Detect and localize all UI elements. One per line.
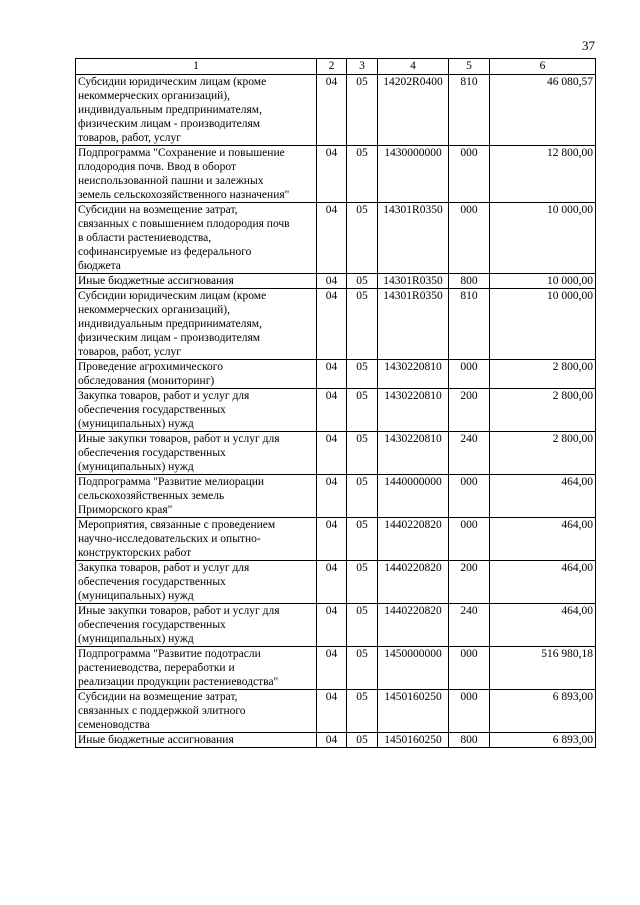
expense-type-code: 240 <box>449 604 490 647</box>
description-line: физическим лицам - производителям <box>78 118 261 130</box>
table-row <box>76 690 596 733</box>
description-line: растениеводства, переработки и <box>78 662 235 674</box>
section-code: 04 <box>317 203 347 274</box>
amount: 516 980,18 <box>490 647 596 690</box>
description-line: реализации продукции растениеводства" <box>78 676 279 688</box>
target-article-code: 1440220820 <box>378 518 449 561</box>
description-line: конструкторских работ <box>78 547 192 559</box>
description-line: софинансируемые из федерального <box>78 246 252 258</box>
budget-table <box>75 58 596 748</box>
subsection-code: 05 <box>347 146 378 203</box>
expense-type-code: 000 <box>449 518 490 561</box>
table-row <box>76 75 596 146</box>
expense-type-code: 000 <box>449 360 490 389</box>
table-row <box>76 561 596 604</box>
subsection-code: 05 <box>347 289 378 360</box>
page-number: 37 <box>582 38 595 53</box>
subsection-code: 05 <box>347 690 378 733</box>
amount: 2 800,00 <box>490 432 596 475</box>
row-description <box>76 733 317 748</box>
expense-type-code: 200 <box>449 389 490 432</box>
description-line: некоммерческих организаций), <box>78 90 231 102</box>
row-description <box>76 203 317 274</box>
description-line: Проведение агрохимического <box>78 361 223 373</box>
subsection-code: 05 <box>347 647 378 690</box>
description-line: Субсидии на возмещение затрат, <box>78 204 238 216</box>
subsection-code: 05 <box>347 274 378 289</box>
table-row <box>76 733 596 748</box>
table-row <box>76 274 596 289</box>
subsection-code: 05 <box>347 475 378 518</box>
expense-type-code: 000 <box>449 647 490 690</box>
description-line: земель сельскохозяйственного назначения" <box>78 189 290 201</box>
section-code: 04 <box>317 360 347 389</box>
description-line: обеспечения государственных <box>78 619 226 631</box>
table-row <box>76 518 596 561</box>
expense-type-code: 800 <box>449 733 490 748</box>
section-code: 04 <box>317 475 347 518</box>
description-line: Закупка товаров, работ и услуг для <box>78 390 250 402</box>
section-code: 04 <box>317 690 347 733</box>
section-code: 04 <box>317 604 347 647</box>
description-line: (муниципальных) нужд <box>78 633 194 645</box>
row-description <box>76 647 317 690</box>
description-line: Подпрограмма "Сохранение и повышение <box>78 147 285 159</box>
description-line: физическим лицам - производителям <box>78 332 261 344</box>
row-description <box>76 389 317 432</box>
description-line: Приморского края" <box>78 504 173 516</box>
subsection-code: 05 <box>347 561 378 604</box>
target-article-code: 1440000000 <box>378 475 449 518</box>
expense-type-code: 240 <box>449 432 490 475</box>
row-description <box>76 274 317 289</box>
description-line: обеспечения государственных <box>78 404 226 416</box>
header-col-3: 3 <box>347 59 378 75</box>
amount: 10 000,00 <box>490 203 596 274</box>
description-line: неиспользованной пашни и залежных <box>78 175 264 187</box>
expense-type-code: 000 <box>449 203 490 274</box>
expense-type-code: 000 <box>449 475 490 518</box>
row-description <box>76 75 317 146</box>
description-line: Иные закупки товаров, работ и услуг для <box>78 433 280 445</box>
section-code: 04 <box>317 389 347 432</box>
target-article-code: 14202R0400 <box>378 75 449 146</box>
description-line: обеспечения государственных <box>78 576 226 588</box>
section-code: 04 <box>317 75 347 146</box>
amount: 2 800,00 <box>490 360 596 389</box>
section-code: 04 <box>317 518 347 561</box>
description-line: индивидуальным предпринимателям, <box>78 104 262 116</box>
amount: 464,00 <box>490 561 596 604</box>
description-line: Закупка товаров, работ и услуг для <box>78 562 250 574</box>
table-row <box>76 203 596 274</box>
subsection-code: 05 <box>347 203 378 274</box>
subsection-code: 05 <box>347 432 378 475</box>
description-line: сельскохозяйственных земель <box>78 490 225 502</box>
description-line: бюджета <box>78 260 121 272</box>
target-article-code: 1450000000 <box>378 647 449 690</box>
description-line: индивидуальным предпринимателям, <box>78 318 262 330</box>
description-line: связанных с повышением плодородия почв <box>78 218 290 230</box>
target-article-code: 14301R0350 <box>378 274 449 289</box>
target-article-code: 1430220810 <box>378 360 449 389</box>
target-article-code: 1430000000 <box>378 146 449 203</box>
description-line: связанных с поддержкой элитного <box>78 705 246 717</box>
subsection-code: 05 <box>347 518 378 561</box>
expense-type-code: 810 <box>449 289 490 360</box>
header-row <box>76 59 596 75</box>
header-col-1: 1 <box>76 59 317 75</box>
section-code: 04 <box>317 647 347 690</box>
description-line: Мероприятия, связанные с проведением <box>78 519 276 531</box>
table-row <box>76 360 596 389</box>
section-code: 04 <box>317 561 347 604</box>
table-row <box>76 146 596 203</box>
subsection-code: 05 <box>347 733 378 748</box>
table-row <box>76 604 596 647</box>
amount: 10 000,00 <box>490 274 596 289</box>
description-line: Иные бюджетные ассигнования <box>78 275 234 287</box>
expense-type-code: 000 <box>449 146 490 203</box>
row-description <box>76 146 317 203</box>
description-line: обследования (мониторинг) <box>78 375 215 387</box>
description-line: Субсидии на возмещение затрат, <box>78 691 238 703</box>
section-code: 04 <box>317 733 347 748</box>
description-line: (муниципальных) нужд <box>78 418 194 430</box>
amount: 464,00 <box>490 604 596 647</box>
description-line: научно-исследовательских и опытно- <box>78 533 261 545</box>
expense-type-code: 810 <box>449 75 490 146</box>
target-article-code: 1450160250 <box>378 733 449 748</box>
amount: 6 893,00 <box>490 690 596 733</box>
subsection-code: 05 <box>347 604 378 647</box>
description-line: в области растениеводства, <box>78 232 212 244</box>
amount: 10 000,00 <box>490 289 596 360</box>
row-description <box>76 289 317 360</box>
description-line: Подпрограмма "Развитие мелиорации <box>78 476 265 488</box>
header-col-4: 4 <box>378 59 449 75</box>
description-line: Субсидии юридическим лицам (кроме <box>78 76 267 88</box>
amount: 6 893,00 <box>490 733 596 748</box>
description-line: (муниципальных) нужд <box>78 461 194 473</box>
section-code: 04 <box>317 146 347 203</box>
target-article-code: 14301R0350 <box>378 203 449 274</box>
section-code: 04 <box>317 432 347 475</box>
target-article-code: 1430220810 <box>378 389 449 432</box>
description-line: плодородия почв. Ввод в оборот <box>78 161 237 173</box>
table-body <box>76 75 596 748</box>
amount: 2 800,00 <box>490 389 596 432</box>
header-col-6: 6 <box>490 59 596 75</box>
row-description <box>76 561 317 604</box>
description-line: товаров, работ, услуг <box>78 346 181 358</box>
table-row <box>76 389 596 432</box>
description-line: Субсидии юридическим лицам (кроме <box>78 290 267 302</box>
target-article-code: 1440220820 <box>378 604 449 647</box>
subsection-code: 05 <box>347 389 378 432</box>
table-row <box>76 647 596 690</box>
description-line: (муниципальных) нужд <box>78 590 194 602</box>
row-description <box>76 360 317 389</box>
amount: 464,00 <box>490 518 596 561</box>
row-description <box>76 518 317 561</box>
section-code: 04 <box>317 274 347 289</box>
table-row <box>76 432 596 475</box>
row-description <box>76 690 317 733</box>
target-article-code: 1450160250 <box>378 690 449 733</box>
table-row <box>76 289 596 360</box>
description-line: Иные закупки товаров, работ и услуг для <box>78 605 280 617</box>
description-line: некоммерческих организаций), <box>78 304 231 316</box>
amount: 464,00 <box>490 475 596 518</box>
expense-type-code: 000 <box>449 690 490 733</box>
row-description <box>76 604 317 647</box>
description-line: семеноводства <box>78 719 150 731</box>
subsection-code: 05 <box>347 75 378 146</box>
description-line: Иные бюджетные ассигнования <box>78 734 234 746</box>
row-description <box>76 475 317 518</box>
description-line: Подпрограмма "Развитие подотрасли <box>78 648 261 660</box>
section-code: 04 <box>317 289 347 360</box>
expense-type-code: 200 <box>449 561 490 604</box>
amount: 46 080,57 <box>490 75 596 146</box>
header-col-2: 2 <box>317 59 347 75</box>
description-line: товаров, работ, услуг <box>78 132 181 144</box>
target-article-code: 1440220820 <box>378 561 449 604</box>
table-row <box>76 475 596 518</box>
expense-type-code: 800 <box>449 274 490 289</box>
description-line: обеспечения государственных <box>78 447 226 459</box>
target-article-code: 1430220810 <box>378 432 449 475</box>
header-col-5: 5 <box>449 59 490 75</box>
row-description <box>76 432 317 475</box>
amount: 12 800,00 <box>490 146 596 203</box>
target-article-code: 14301R0350 <box>378 289 449 360</box>
subsection-code: 05 <box>347 360 378 389</box>
